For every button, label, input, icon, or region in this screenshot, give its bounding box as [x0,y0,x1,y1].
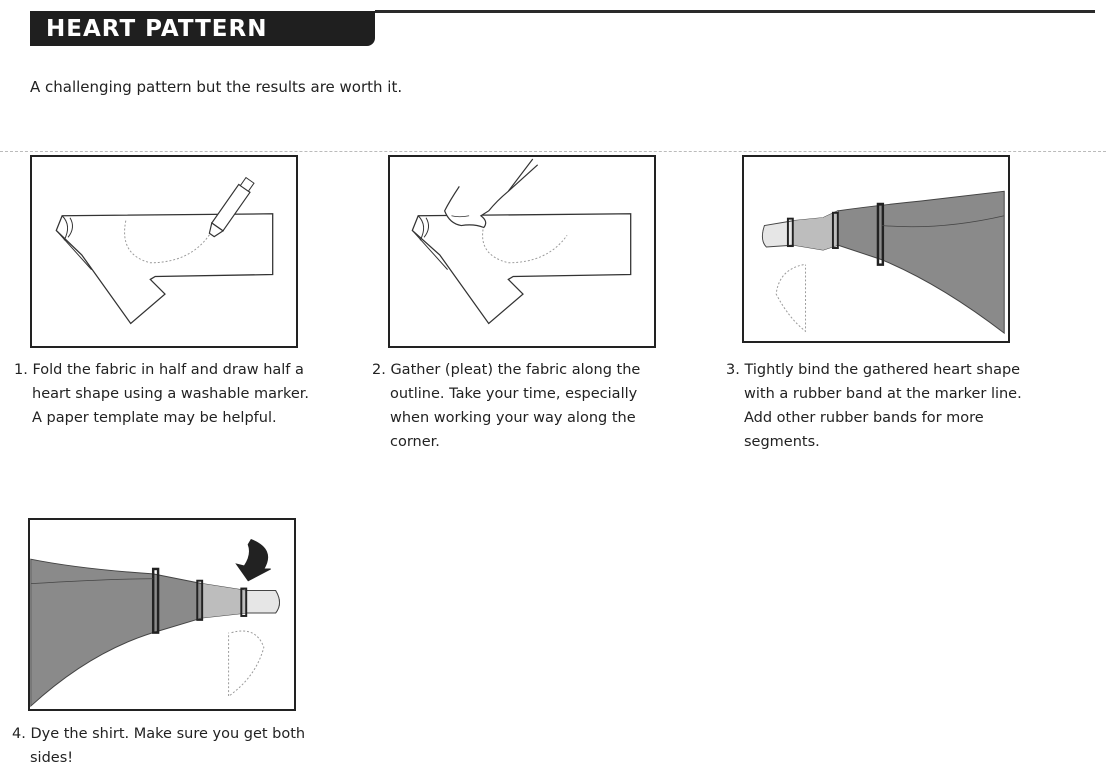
step-2-line-3: when working your way along the [390,410,636,426]
step-1-line-2: heart shape using a washable marker. [32,386,310,402]
dyed-fabric-with-arrow-icon [30,520,294,709]
step-1-line-3: A paper template may be helpful. [32,410,277,426]
hand-gathering-fabric-icon [390,157,654,346]
step-3-text [726,358,1022,454]
step-4-line-2: sides! [30,750,74,766]
page-title: HEART PATTERN [46,16,268,42]
step-3-line-4: segments. [744,434,820,450]
intro-text: A challenging pattern but the results are worth it. [30,78,403,96]
step-3-illustration [742,155,1010,343]
header-rule [375,10,1095,13]
step-3-line-3: Add other rubber bands for more [744,410,984,426]
step-4-illustration [28,518,296,711]
step-3-line-1: 3. Tightly bind the gathered heart shape [726,362,1021,378]
step-4-line-1: 4. Dye the shirt. Make sure you get both [12,726,306,742]
step-2-line-1: 2. Gather (pleat) the fabric along the [372,362,641,378]
bound-fabric-with-rubber-bands-icon [744,157,1008,341]
divider [0,151,1106,152]
step-2-text [372,358,640,454]
step-1-illustration [30,155,298,348]
step-1-text [14,358,309,430]
folded-shirt-with-marker-icon [32,157,296,346]
step-1-line-1: 1. Fold the fabric in half and draw half a [14,362,304,378]
step-3-line-2: with a rubber band at the marker line. [744,386,1022,402]
step-2-illustration [388,155,656,348]
step-4-text [12,722,305,770]
step-2-line-4: corner. [390,434,440,450]
step-2-line-2: outline. Take your time, especially [390,386,638,402]
